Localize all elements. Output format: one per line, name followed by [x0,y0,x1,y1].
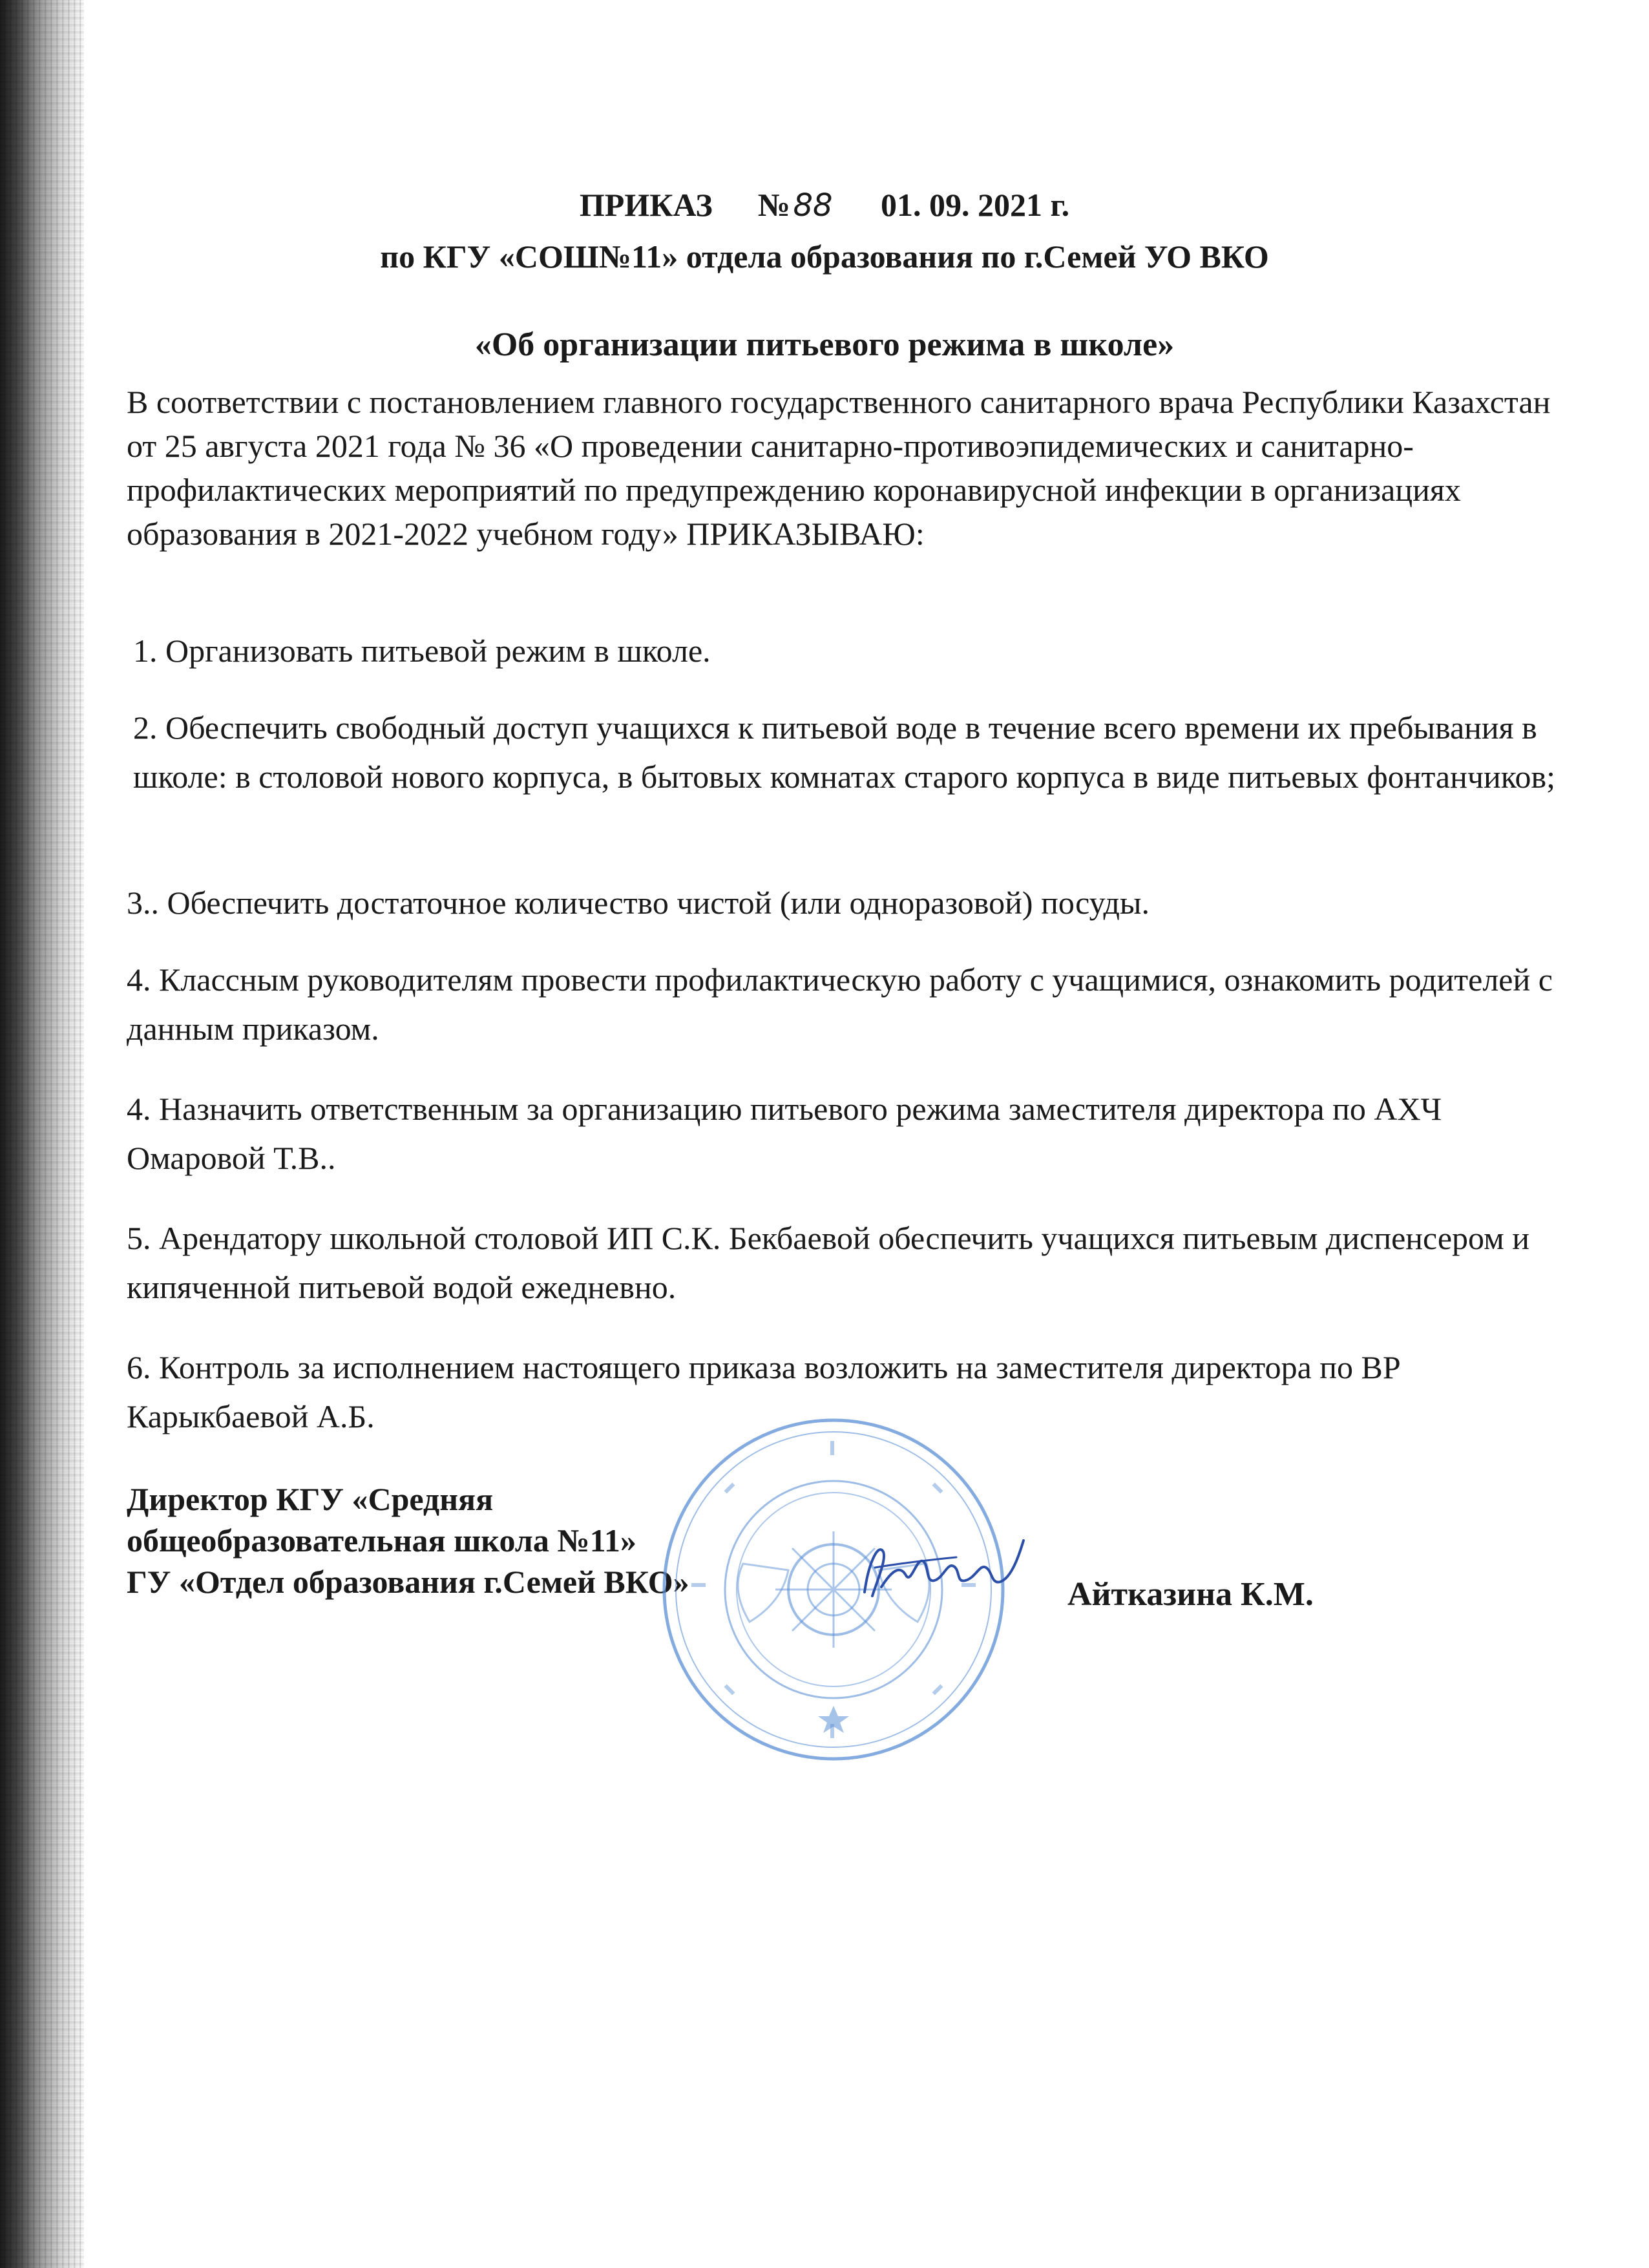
director-signature [853,1525,1047,1615]
order-word: ПРИКАЗ [579,187,713,223]
signatory-title [127,1478,689,1602]
order-item-2: 2. Обеспечить свободный доступ учащихся к питьевой воде в течение всего времени их пребывания в школе: в столовой нового корпуса, в бытовых комнатах старого корпуса в виде питьевых фонтанчиков; [133,709,1556,795]
order-date: 01. 09. 2021 г. [881,187,1070,223]
organization-line: по КГУ «СОШ№11» отдела образования по г.Семей УО ВКО [380,238,1269,275]
order-item-3: 3.. Обеспечить достаточное количество чистой (или одноразовой) посуды. [127,885,1150,921]
order-item-4-teachers: 4. Классным руководителям провести профилактическую работу с учащимися, ознакомить родителей с данным приказом. [127,961,1553,1047]
document-title: «Об организации питьевого режима в школе» [474,326,1175,363]
signatory-name: Айтказина К.М. [1067,1576,1314,1613]
order-item-6: 6. Контроль за исполнением настоящего приказа возложить на заместителя директора по ВР Карыкбаевой А.Б. [127,1349,1401,1434]
signatory-line-1: Директор КГУ «Средняя [127,1481,494,1517]
preamble-paragraph: В соответствии с постановлением главного государственного санитарного врача Республики Казахстан от 25 августа 2021 года № 36 «О проведении санитарно-противоэпидемических и санитарно-профилактических мероприятий по предупреждению коронавирусной инфекции в организациях образования в 2021-2022 учебном году» ПРИКАЗЫВАЮ: [127,384,1551,552]
order-item-4-responsible: 4. Назначить ответственным за организацию питьевого режима заместителя директора по АХЧ Омаровой Т.В.. [127,1091,1442,1176]
order-item-5: 5. Арендатору школьной столовой ИП С.К. Бекбаевой обеспечить учащихся питьевым диспенсером и кипяченной питьевой водой ежедневно. [127,1220,1529,1305]
signatory-line-2: общеобразовательная школа №11» [127,1522,636,1559]
number-sign: № [757,187,790,223]
order-item-1: 1. Организовать питьевой режим в школе. [133,633,711,669]
order-number-handwritten: 88 [793,187,833,224]
signatory-line-3: ГУ «Отдел образования г.Семей ВКО» [127,1564,689,1600]
order-header [0,186,1649,224]
